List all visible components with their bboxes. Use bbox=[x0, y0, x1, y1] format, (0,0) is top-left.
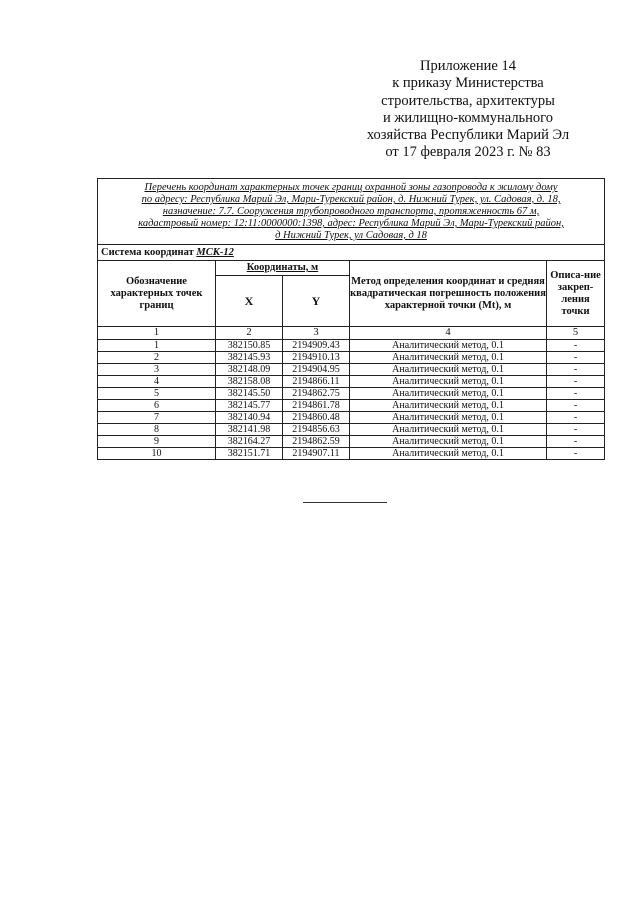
cell-x: 382150.85 bbox=[216, 340, 283, 352]
cell-point: 2 bbox=[98, 352, 216, 364]
cell-method: Аналитический метод, 0.1 bbox=[350, 400, 547, 412]
cell-method: Аналитический метод, 0.1 bbox=[350, 424, 547, 436]
cell-point: 5 bbox=[98, 388, 216, 400]
table-row bbox=[98, 400, 605, 412]
table-row bbox=[98, 412, 605, 424]
cell-desc: - bbox=[547, 424, 605, 436]
cell-y: 2194862.59 bbox=[283, 436, 350, 448]
cell-point: 4 bbox=[98, 376, 216, 388]
header-method: Метод определения координат и средняя квадратическая погрешность положения характерной точки (Mt), м bbox=[350, 261, 547, 327]
cell-y: 2194907.11 bbox=[283, 448, 350, 460]
cell-method: Аналитический метод, 0.1 bbox=[350, 340, 547, 352]
cell-method: Аналитический метод, 0.1 bbox=[350, 376, 547, 388]
cell-y: 2194910.13 bbox=[283, 352, 350, 364]
cell-desc: - bbox=[547, 352, 605, 364]
cell-desc: - bbox=[547, 376, 605, 388]
cell-x: 382145.93 bbox=[216, 352, 283, 364]
cell-desc: - bbox=[547, 436, 605, 448]
cell-y: 2194860.48 bbox=[283, 412, 350, 424]
cell-desc: - bbox=[547, 340, 605, 352]
cell-x: 382164.27 bbox=[216, 436, 283, 448]
table-row bbox=[98, 424, 605, 436]
description-line: Перечень координат характерных точек границ охранной зоны газопровода к жилому дому bbox=[144, 182, 558, 193]
zone-description bbox=[98, 179, 605, 245]
cell-x: 382140.94 bbox=[216, 412, 283, 424]
column-number: 1 bbox=[98, 327, 216, 340]
column-number: 4 bbox=[350, 327, 547, 340]
cell-method: Аналитический метод, 0.1 bbox=[350, 448, 547, 460]
description-line: по адресу: Республика Марий Эл, Мари-Турекский район, д. Нижний Турек, ул. Садовая, д. 18, bbox=[141, 194, 561, 205]
cell-y: 2194866.11 bbox=[283, 376, 350, 388]
table-row bbox=[98, 436, 605, 448]
cell-method: Аналитический метод, 0.1 bbox=[350, 352, 547, 364]
cell-x: 382148.09 bbox=[216, 364, 283, 376]
column-number: 2 bbox=[216, 327, 283, 340]
coordinate-system-row bbox=[98, 245, 605, 261]
header-coords: Координаты, м bbox=[216, 261, 350, 276]
cell-x: 382145.77 bbox=[216, 400, 283, 412]
appendix-line: к приказу Министерства bbox=[392, 75, 544, 92]
appendix-line: от 17 февраля 2023 г. № 83 bbox=[385, 144, 551, 161]
coordinate-system-label: Система координат bbox=[101, 246, 197, 258]
appendix-header bbox=[353, 58, 583, 162]
cell-y: 2194861.78 bbox=[283, 400, 350, 412]
table-row bbox=[98, 448, 605, 460]
cell-point: 3 bbox=[98, 364, 216, 376]
appendix-line: и жилищно-коммунального bbox=[382, 109, 554, 126]
cell-method: Аналитический метод, 0.1 bbox=[350, 412, 547, 424]
description-line: д Нижний Турек, ул Садовая, д 18 bbox=[275, 230, 427, 241]
header-y: Y bbox=[283, 276, 350, 327]
cell-x: 382151.71 bbox=[216, 448, 283, 460]
cell-desc: - bbox=[547, 412, 605, 424]
column-number: 3 bbox=[283, 327, 350, 340]
header-point: Обозначение характерных точек границ bbox=[98, 261, 216, 327]
cell-point: 6 bbox=[98, 400, 216, 412]
cell-x: 382141.98 bbox=[216, 424, 283, 436]
column-number: 5 bbox=[547, 327, 605, 340]
table-row bbox=[98, 388, 605, 400]
cell-x: 382158.08 bbox=[216, 376, 283, 388]
cell-y: 2194856.63 bbox=[283, 424, 350, 436]
cell-point: 7 bbox=[98, 412, 216, 424]
description-line: кадастровый номер: 12:11:0000000:1398, адрес: Республика Марий Эл, Мари-Турекский район, bbox=[138, 218, 564, 229]
cell-method: Аналитический метод, 0.1 bbox=[350, 388, 547, 400]
table-row bbox=[98, 376, 605, 388]
table-row bbox=[98, 352, 605, 364]
table-row bbox=[98, 364, 605, 376]
cell-method: Аналитический метод, 0.1 bbox=[350, 364, 547, 376]
header-description: Описа-ние закреп-ления точки bbox=[547, 261, 605, 327]
closing-rule bbox=[303, 502, 387, 503]
appendix-line: строительства, архитектуры bbox=[381, 92, 555, 109]
coordinates-table bbox=[97, 178, 605, 460]
table-row bbox=[98, 340, 605, 352]
cell-y: 2194909.43 bbox=[283, 340, 350, 352]
cell-point: 1 bbox=[98, 340, 216, 352]
cell-desc: - bbox=[547, 400, 605, 412]
cell-desc: - bbox=[547, 388, 605, 400]
cell-method: Аналитический метод, 0.1 bbox=[350, 436, 547, 448]
appendix-line: хозяйства Республики Марий Эл bbox=[366, 127, 570, 144]
cell-x: 382145.50 bbox=[216, 388, 283, 400]
cell-point: 9 bbox=[98, 436, 216, 448]
cell-point: 8 bbox=[98, 424, 216, 436]
coordinate-system-value: МСК-12 bbox=[196, 246, 234, 258]
header-x: X bbox=[216, 276, 283, 327]
cell-y: 2194862.75 bbox=[283, 388, 350, 400]
cell-desc: - bbox=[547, 364, 605, 376]
appendix-line: Приложение 14 bbox=[420, 58, 516, 74]
cell-point: 10 bbox=[98, 448, 216, 460]
cell-y: 2194904.95 bbox=[283, 364, 350, 376]
description-line: назначение: 7.7. Сооружения трубопроводного транспорта, протяженность 67 м, bbox=[162, 206, 540, 217]
cell-desc: - bbox=[547, 448, 605, 460]
